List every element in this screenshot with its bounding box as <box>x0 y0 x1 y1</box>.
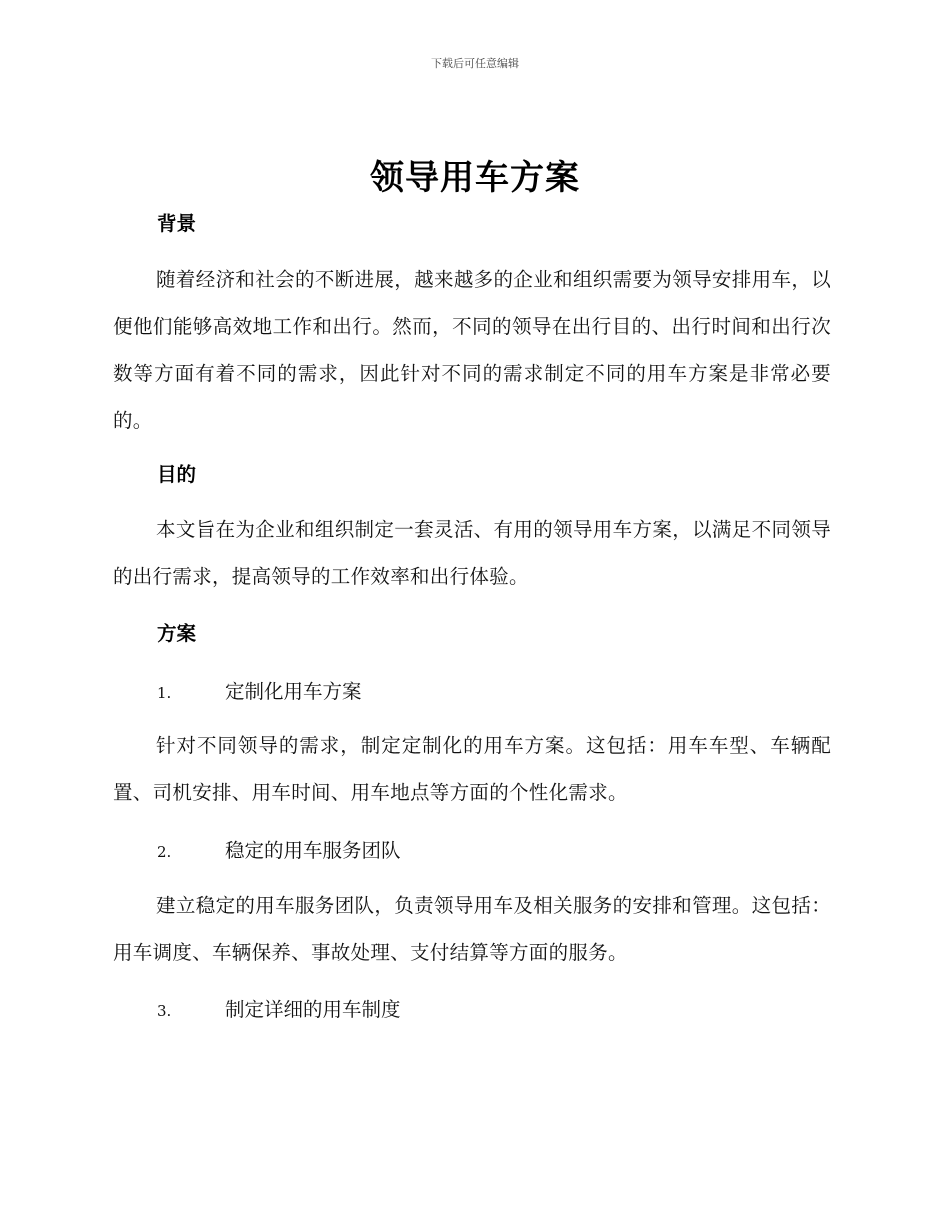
list-item-1 <box>157 676 362 704</box>
list-item-2 <box>157 835 401 863</box>
section-heading-background: 背景 <box>157 212 197 235</box>
list-number: 1. <box>157 684 172 702</box>
section-heading-plan: 方案 <box>157 622 197 645</box>
document-title: 领导用车方案 <box>370 158 580 198</box>
section-heading-purpose: 目的 <box>157 463 197 486</box>
list-item-3 <box>157 994 401 1022</box>
plan-item-2-paragraph: 建立稳定的用车服务团队，负责领导用车及相关服务的安排和管理。这包括：用车调度、车辆保养、事故处理、支付结算等方面的服务。 <box>113 894 831 964</box>
list-item-title: 制定详细的用车制度 <box>225 998 401 1021</box>
plan-item-1-paragraph: 针对不同领导的需求，制定定制化的用车方案。这包括：用车车型、车辆配置、司机安排、用车时间、用车地点等方面的个性化需求。 <box>113 734 831 804</box>
list-number: 3. <box>157 1002 172 1020</box>
list-number: 2. <box>157 843 172 861</box>
list-item-title: 稳定的用车服务团队 <box>225 839 401 862</box>
purpose-paragraph: 本文旨在为企业和组织制定一套灵活、有用的领导用车方案，以满足不同领导的出行需求，提高领导的工作效率和出行体验。 <box>113 518 831 588</box>
list-item-title: 定制化用车方案 <box>225 680 362 703</box>
header-note: 下载后可任意编辑 <box>431 57 519 70</box>
background-paragraph: 随着经济和社会的不断进展，越来越多的企业和组织需要为领导安排用车，以便他们能够高效地工作和出行。然而，不同的领导在出行目的、出行时间和出行次数等方面有着不同的需求，因此针对不同的需求制定不同的用车方案是非常必要的。 <box>113 268 831 432</box>
